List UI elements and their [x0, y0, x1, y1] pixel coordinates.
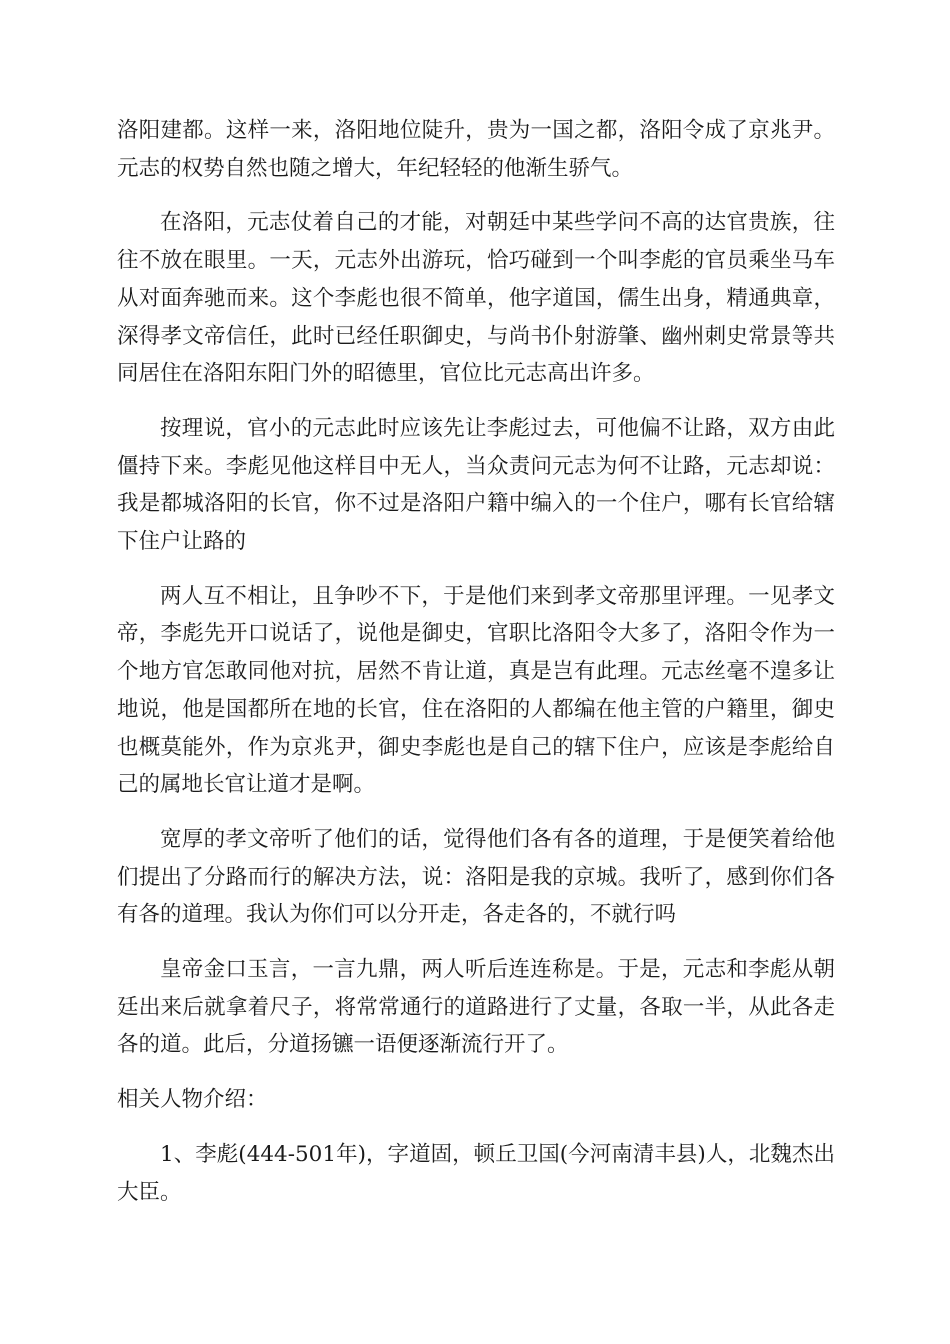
paragraph-4: 两人互不相让，且争吵不下，于是他们来到孝文帝那里评理。一见孝文帝，李彪先开口说话了，说他是御史，官职比洛阳令大多了，洛阳令作为一个地方官怎敢同他对抗，居然不肯让道，真是岂有此理。元志丝毫不遑多让地说，他是国都所在地的长官，住在洛阳的人都编在他主管的户籍里，御史也概莫能外，作为京兆尹，御史李彪也是自己的辖下住户，应该是李彪给自己的属地长官让道才是啊。	[117, 583, 835, 798]
paragraph-1: 洛阳建都。这样一来，洛阳地位陡升，贵为一国之都，洛阳令成了京兆尹。元志的权势自然也随之增大，年纪轻轻的他渐生骄气。	[117, 118, 835, 181]
document-body	[117, 112, 835, 1228]
paragraph-li-biao-intro: 1、李彪(444-501年)，字道固，顿丘卫国(今河南清丰县)人，北魏杰出大臣。	[117, 1141, 835, 1205]
section-heading-related-people: 相关人物介绍：	[117, 1087, 268, 1113]
paragraph-3: 按理说，官小的元志此时应该先让李彪过去，可他偏不让路，双方由此僵持下来。李彪见他这样目中无人，当众责问元志为何不让路，元志却说：我是都城洛阳的长官，你不过是洛阳户籍中编入的一个住户，哪有长官给辖下住户让路的	[117, 415, 835, 555]
paragraph-5: 宽厚的孝文帝听了他们的话，觉得他们各有各的道理，于是便笑着给他们提出了分路而行的解决方法，说：洛阳是我的京城。我听了，感到你们各有各的道理。我认为你们可以分开走，各走各的，不就行吗	[117, 826, 835, 928]
paragraph-6: 皇帝金口玉言，一言九鼎，两人听后连连称是。于是，元志和李彪从朝廷出来后就拿着尺子，将常常通行的道路进行了丈量，各取一半，从此各走各的道。此后，分道扬镳一语便逐渐流行开了。	[117, 957, 835, 1058]
paragraph-2: 在洛阳，元志仗着自己的才能，对朝廷中某些学问不高的达官贵族，往往不放在眼里。一天，元志外出游玩，恰巧碰到一个叫李彪的官员乘坐马车从对面奔驰而来。这个李彪也很不简单，他字道国，儒生出身，精通典章，深得孝文帝信任，此时已经任职御史，与尚书仆射游肇、幽州刺史常景等共同居住在洛阳东阳门外的昭德里，官位比元志高出许多。	[117, 210, 835, 387]
